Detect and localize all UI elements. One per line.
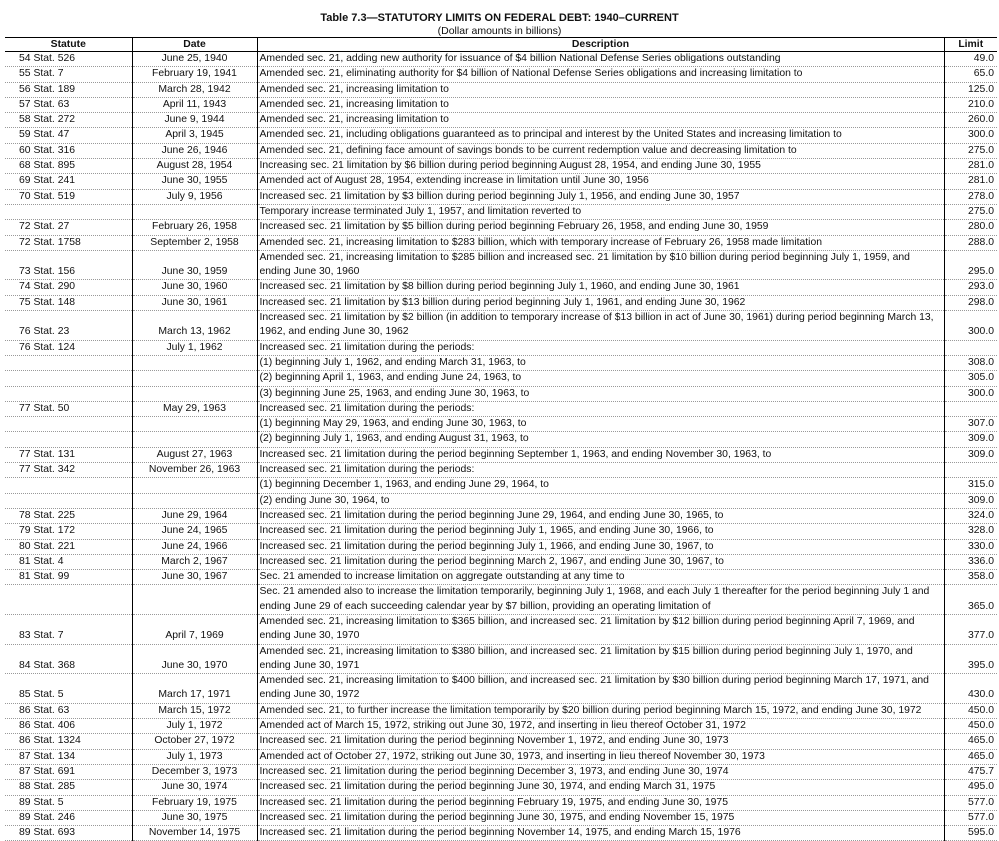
description-cell: (2) beginning April 1, 1963, and ending June 24, 1963, to (257, 371, 944, 386)
date-cell: March 2, 1967 (132, 554, 257, 569)
date-cell: June 24, 1966 (132, 539, 257, 554)
date-cell: June 25, 1940 (132, 52, 257, 67)
description-cell: Increased sec. 21 limitation during the periods: (257, 401, 944, 416)
limit-cell: 288.0 (944, 235, 997, 250)
date-cell: June 30, 1960 (132, 280, 257, 295)
date-cell: July 9, 1956 (132, 189, 257, 204)
table-row (5, 204, 997, 219)
date-cell (132, 432, 257, 447)
description-cell: Increased sec. 21 limitation by $2 billion (in addition to temporary increase of $13 billion in act of June 30, 1961) during period beginning March 13, 1962, and ending June 30, 1962 (257, 311, 944, 341)
table-row (5, 159, 997, 174)
table-row (5, 67, 997, 82)
date-cell: March 17, 1971 (132, 674, 257, 704)
date-cell: June 9, 1944 (132, 113, 257, 128)
limit-cell: 577.0 (944, 795, 997, 810)
date-cell: April 7, 1969 (132, 614, 257, 644)
description-cell: Increasing sec. 21 limitation by $6 billion during period beginning August 28, 1954, and ending June 30, 1955 (257, 159, 944, 174)
table-row (5, 280, 997, 295)
description-cell: (1) beginning May 29, 1963, and ending June 30, 1963, to (257, 417, 944, 432)
table-row (5, 795, 997, 810)
statute-cell (5, 386, 132, 401)
limit-cell: 395.0 (944, 644, 997, 674)
statute-cell: 57 Stat. 63 (5, 97, 132, 112)
date-cell: October 27, 1972 (132, 734, 257, 749)
statute-cell (5, 432, 132, 447)
limit-cell: 307.0 (944, 417, 997, 432)
table-row (5, 478, 997, 493)
statute-cell: 77 Stat. 50 (5, 401, 132, 416)
statute-cell: 81 Stat. 99 (5, 570, 132, 585)
limit-cell: 328.0 (944, 524, 997, 539)
header-limit: Limit (944, 38, 997, 52)
description-cell: Amended sec. 21, increasing limitation to $400 billion, and increased sec. 21 limitation by $30 billion during period beginning March 17, 1971, and ending June 30, 1972 (257, 674, 944, 704)
header-row (5, 38, 997, 52)
description-cell: Increased sec. 21 limitation during the period beginning July 1, 1966, and ending June 30, 1967, to (257, 539, 944, 554)
table-row (5, 52, 997, 67)
description-cell: Amended sec. 21, increasing limitation to $365 billion, and increased sec. 21 limitation by $12 billion during period beginning April 7, 1969, and ending June 30, 1970 (257, 614, 944, 644)
table-row (5, 220, 997, 235)
description-cell: Increased sec. 21 limitation by $8 billion during period beginning July 1, 1960, and ending June 30, 1961 (257, 280, 944, 295)
statute-cell: 83 Stat. 7 (5, 614, 132, 644)
date-cell: June 30, 1959 (132, 250, 257, 280)
table-row (5, 674, 997, 704)
table-row (5, 719, 997, 734)
description-cell: Increased sec. 21 limitation during the period beginning March 2, 1967, and ending June 30, 1967, to (257, 554, 944, 569)
table-row (5, 463, 997, 478)
description-cell: Sec. 21 amended to increase limitation on aggregate outstanding at any time to (257, 570, 944, 585)
limit-cell: 430.0 (944, 674, 997, 704)
table-row (5, 734, 997, 749)
description-cell: Increased sec. 21 limitation during the period beginning December 3, 1973, and ending June 30, 1974 (257, 764, 944, 779)
statute-cell: 76 Stat. 23 (5, 311, 132, 341)
date-cell: November 26, 1963 (132, 463, 257, 478)
table-row (5, 554, 997, 569)
date-cell: November 14, 1975 (132, 826, 257, 841)
table-row (5, 826, 997, 841)
description-cell: (2) beginning July 1, 1963, and ending August 31, 1963, to (257, 432, 944, 447)
limit-cell: 275.0 (944, 143, 997, 158)
table-row (5, 355, 997, 370)
statute-cell: 58 Stat. 272 (5, 113, 132, 128)
description-cell: Increased sec. 21 limitation during the period beginning September 1, 1963, and ending November 30, 1963, to (257, 447, 944, 462)
limit-cell: 210.0 (944, 97, 997, 112)
date-cell (132, 478, 257, 493)
description-cell: Increased sec. 21 limitation during the period beginning July 1, 1965, and ending June 30, 1966, to (257, 524, 944, 539)
statute-cell: 72 Stat. 27 (5, 220, 132, 235)
description-cell: Amended act of March 15, 1972, striking out June 30, 1972, and inserting in lieu thereof October 31, 1972 (257, 719, 944, 734)
table-row (5, 810, 997, 825)
description-cell: Increased sec. 21 limitation during the periods: (257, 463, 944, 478)
description-cell: (1) beginning July 1, 1962, and ending March 31, 1963, to (257, 355, 944, 370)
limit-cell: 365.0 (944, 585, 997, 615)
debt-limit-table (5, 37, 997, 841)
statute-cell: 60 Stat. 316 (5, 143, 132, 158)
header-date: Date (132, 38, 257, 52)
limit-cell: 308.0 (944, 355, 997, 370)
date-cell: June 30, 1955 (132, 174, 257, 189)
statute-cell: 68 Stat. 895 (5, 159, 132, 174)
date-cell: August 28, 1954 (132, 159, 257, 174)
limit-cell: 280.0 (944, 220, 997, 235)
date-cell (132, 493, 257, 508)
limit-cell: 450.0 (944, 703, 997, 718)
description-cell: (1) beginning December 1, 1963, and ending June 29, 1964, to (257, 478, 944, 493)
date-cell: May 29, 1963 (132, 401, 257, 416)
description-cell: Amended sec. 21, including obligations guaranteed as to principal and interest by the United States and increasing limitation to (257, 128, 944, 143)
date-cell (132, 386, 257, 401)
limit-cell: 465.0 (944, 749, 997, 764)
statute-cell: 70 Stat. 519 (5, 189, 132, 204)
table-row (5, 703, 997, 718)
date-cell: April 11, 1943 (132, 97, 257, 112)
statute-cell: 81 Stat. 4 (5, 554, 132, 569)
description-cell: Amended sec. 21, increasing limitation to $285 billion and increased sec. 21 limitation by $10 billion during period beginning July 1, 1959, and ending June 30, 1960 (257, 250, 944, 280)
table-row (5, 749, 997, 764)
description-cell: Amended act of October 27, 1972, striking out June 30, 1973, and inserting in lieu thereof November 30, 1973 (257, 749, 944, 764)
header-description: Description (257, 38, 944, 52)
description-cell: Increased sec. 21 limitation during the period beginning June 30, 1974, and ending March 31, 1975 (257, 780, 944, 795)
statute-cell: 89 Stat. 693 (5, 826, 132, 841)
description-cell: Increased sec. 21 limitation by $3 billion during period beginning July 1, 1956, and ending June 30, 1957 (257, 189, 944, 204)
table-row (5, 235, 997, 250)
date-cell (132, 585, 257, 615)
description-cell: Amended sec. 21, increasing limitation to (257, 82, 944, 97)
description-cell: Increased sec. 21 limitation during the periods: (257, 340, 944, 355)
statute-cell: 86 Stat. 63 (5, 703, 132, 718)
limit-cell: 295.0 (944, 250, 997, 280)
table-row (5, 189, 997, 204)
table-row (5, 340, 997, 355)
table-row (5, 417, 997, 432)
statute-cell: 74 Stat. 290 (5, 280, 132, 295)
statute-cell: 59 Stat. 47 (5, 128, 132, 143)
statute-cell: 85 Stat. 5 (5, 674, 132, 704)
limit-cell: 305.0 (944, 371, 997, 386)
table-row (5, 644, 997, 674)
statute-cell (5, 493, 132, 508)
table-row (5, 128, 997, 143)
table-row (5, 311, 997, 341)
limit-cell: 309.0 (944, 493, 997, 508)
description-cell: Increased sec. 21 limitation by $13 billion during period beginning July 1, 1961, and ending June 30, 1962 (257, 295, 944, 310)
statute-cell (5, 355, 132, 370)
date-cell: July 1, 1973 (132, 749, 257, 764)
statute-cell: 87 Stat. 134 (5, 749, 132, 764)
limit-cell: 324.0 (944, 508, 997, 523)
limit-cell: 260.0 (944, 113, 997, 128)
statute-cell: 89 Stat. 246 (5, 810, 132, 825)
statute-cell (5, 478, 132, 493)
description-cell: Amended sec. 21, eliminating authority for $4 billion of National Defense Series obligations and increasing limitation to (257, 67, 944, 82)
table-body (5, 52, 997, 841)
table-subtitle: (Dollar amounts in billions) (437, 25, 562, 37)
limit-cell (944, 340, 997, 355)
table-row (5, 570, 997, 585)
date-cell: July 1, 1962 (132, 340, 257, 355)
limit-cell: 309.0 (944, 447, 997, 462)
table-row (5, 401, 997, 416)
description-cell: Increased sec. 21 limitation during the period beginning November 1, 1972, and ending June 30, 1973 (257, 734, 944, 749)
table-row (5, 447, 997, 462)
statute-cell: 80 Stat. 221 (5, 539, 132, 554)
limit-cell: 125.0 (944, 82, 997, 97)
description-cell: (2) ending June 30, 1964, to (257, 493, 944, 508)
description-cell: Amended act of August 28, 1954, extending increase in limitation until June 30, 1956 (257, 174, 944, 189)
statute-cell: 86 Stat. 406 (5, 719, 132, 734)
date-cell: June 26, 1946 (132, 143, 257, 158)
date-cell (132, 371, 257, 386)
table-row (5, 539, 997, 554)
limit-cell: 278.0 (944, 189, 997, 204)
limit-cell: 281.0 (944, 159, 997, 174)
limit-cell: 281.0 (944, 174, 997, 189)
description-cell: Increased sec. 21 limitation during the period beginning November 14, 1975, and ending March 15, 1976 (257, 826, 944, 841)
limit-cell: 330.0 (944, 539, 997, 554)
limit-cell: 300.0 (944, 386, 997, 401)
table-row (5, 614, 997, 644)
date-cell: March 13, 1962 (132, 311, 257, 341)
date-cell: August 27, 1963 (132, 447, 257, 462)
table-row (5, 508, 997, 523)
table-row (5, 295, 997, 310)
table-row (5, 97, 997, 112)
statute-cell: 72 Stat. 1758 (5, 235, 132, 250)
description-cell: Amended sec. 21, increasing limitation to (257, 113, 944, 128)
table-row (5, 250, 997, 280)
limit-cell: 595.0 (944, 826, 997, 841)
date-cell: June 30, 1970 (132, 644, 257, 674)
description-cell: Increased sec. 21 limitation during the period beginning February 19, 1975, and ending June 30, 1975 (257, 795, 944, 810)
limit-cell (944, 401, 997, 416)
table-row (5, 386, 997, 401)
table-row (5, 371, 997, 386)
statute-cell: 55 Stat. 7 (5, 67, 132, 82)
statute-cell: 69 Stat. 241 (5, 174, 132, 189)
statute-cell: 87 Stat. 691 (5, 764, 132, 779)
date-cell: March 28, 1942 (132, 82, 257, 97)
table-row (5, 524, 997, 539)
table-row (5, 174, 997, 189)
limit-cell: 300.0 (944, 311, 997, 341)
limit-cell: 309.0 (944, 432, 997, 447)
limit-cell: 495.0 (944, 780, 997, 795)
description-cell: Amended sec. 21, increasing limitation to $283 billion, which with temporary increase of February 26, 1958 made limitation (257, 235, 944, 250)
date-cell: February 19, 1975 (132, 795, 257, 810)
description-cell: Amended sec. 21, increasing limitation to (257, 97, 944, 112)
limit-cell: 293.0 (944, 280, 997, 295)
statute-cell: 79 Stat. 172 (5, 524, 132, 539)
limit-cell: 49.0 (944, 52, 997, 67)
description-cell: Increased sec. 21 limitation by $5 billion during period beginning February 26, 1958, and ending June 30, 1959 (257, 220, 944, 235)
statute-cell (5, 585, 132, 615)
date-cell: June 29, 1964 (132, 508, 257, 523)
description-cell: Amended sec. 21, adding new authority for issuance of $4 billion National Defense Series obligations outstanding (257, 52, 944, 67)
table-row (5, 764, 997, 779)
table-row (5, 143, 997, 158)
limit-cell: 450.0 (944, 719, 997, 734)
limit-cell: 377.0 (944, 614, 997, 644)
date-cell (132, 204, 257, 219)
table-row (5, 585, 997, 615)
limit-cell: 336.0 (944, 554, 997, 569)
limit-cell: 65.0 (944, 67, 997, 82)
limit-cell: 475.7 (944, 764, 997, 779)
description-cell: Temporary increase terminated July 1, 1957, and limitation reverted to (257, 204, 944, 219)
date-cell: February 26, 1958 (132, 220, 257, 235)
date-cell (132, 355, 257, 370)
description-cell: (3) beginning June 25, 1963, and ending June 30, 1963, to (257, 386, 944, 401)
statute-cell: 73 Stat. 156 (5, 250, 132, 280)
table-row (5, 432, 997, 447)
statute-cell: 76 Stat. 124 (5, 340, 132, 355)
statute-cell: 56 Stat. 189 (5, 82, 132, 97)
limit-cell: 298.0 (944, 295, 997, 310)
date-cell: June 30, 1974 (132, 780, 257, 795)
statute-cell: 78 Stat. 225 (5, 508, 132, 523)
date-cell: April 3, 1945 (132, 128, 257, 143)
date-cell: June 24, 1965 (132, 524, 257, 539)
table-row (5, 493, 997, 508)
statute-cell: 77 Stat. 131 (5, 447, 132, 462)
table-row (5, 82, 997, 97)
statute-cell: 75 Stat. 148 (5, 295, 132, 310)
date-cell (132, 417, 257, 432)
limit-cell: 275.0 (944, 204, 997, 219)
date-cell: June 30, 1967 (132, 570, 257, 585)
description-cell: Increased sec. 21 limitation during the period beginning June 30, 1975, and ending November 15, 1975 (257, 810, 944, 825)
description-cell: Amended sec. 21, to further increase the limitation temporarily by $20 billion during period beginning March 15, 1972, and ending June 30, 1972 (257, 703, 944, 718)
description-cell: Amended sec. 21, increasing limitation to $380 billion, and increased sec. 21 limitation by $15 billion during period beginning July 1, 1970, and ending June 30, 1971 (257, 644, 944, 674)
header-statute: Statute (5, 38, 132, 52)
statute-cell: 77 Stat. 342 (5, 463, 132, 478)
date-cell: June 30, 1961 (132, 295, 257, 310)
description-cell: Sec. 21 amended also to increase the limitation temporarily, beginning July 1, 1968, and each July 1 thereafter for the period beginning July 1 and ending June 29 of each succeeding calendar year by $7 billion, providing an operating limitation of (257, 585, 944, 615)
table-header (5, 38, 997, 52)
statute-cell (5, 371, 132, 386)
date-cell: February 19, 1941 (132, 67, 257, 82)
description-cell: Increased sec. 21 limitation during the period beginning June 29, 1964, and ending June 30, 1965, to (257, 508, 944, 523)
table-row (5, 780, 997, 795)
limit-cell: 465.0 (944, 734, 997, 749)
statute-cell (5, 204, 132, 219)
description-cell: Amended sec. 21, defining face amount of savings bonds to be current redemption value and decreasing limitation to (257, 143, 944, 158)
statute-cell: 89 Stat. 5 (5, 795, 132, 810)
date-cell: September 2, 1958 (132, 235, 257, 250)
statute-cell: 88 Stat. 285 (5, 780, 132, 795)
date-cell: December 3, 1973 (132, 764, 257, 779)
table-row (5, 113, 997, 128)
limit-cell (944, 463, 997, 478)
limit-cell: 300.0 (944, 128, 997, 143)
date-cell: March 15, 1972 (132, 703, 257, 718)
statute-cell: 86 Stat. 1324 (5, 734, 132, 749)
statute-cell: 84 Stat. 368 (5, 644, 132, 674)
limit-cell: 358.0 (944, 570, 997, 585)
statute-cell (5, 417, 132, 432)
statute-cell: 54 Stat. 526 (5, 52, 132, 67)
date-cell: June 30, 1975 (132, 810, 257, 825)
table-title: Table 7.3—STATUTORY LIMITS ON FEDERAL DEBT: 1940–CURRENT (320, 12, 679, 24)
limit-cell: 315.0 (944, 478, 997, 493)
limit-cell: 577.0 (944, 810, 997, 825)
date-cell: July 1, 1972 (132, 719, 257, 734)
